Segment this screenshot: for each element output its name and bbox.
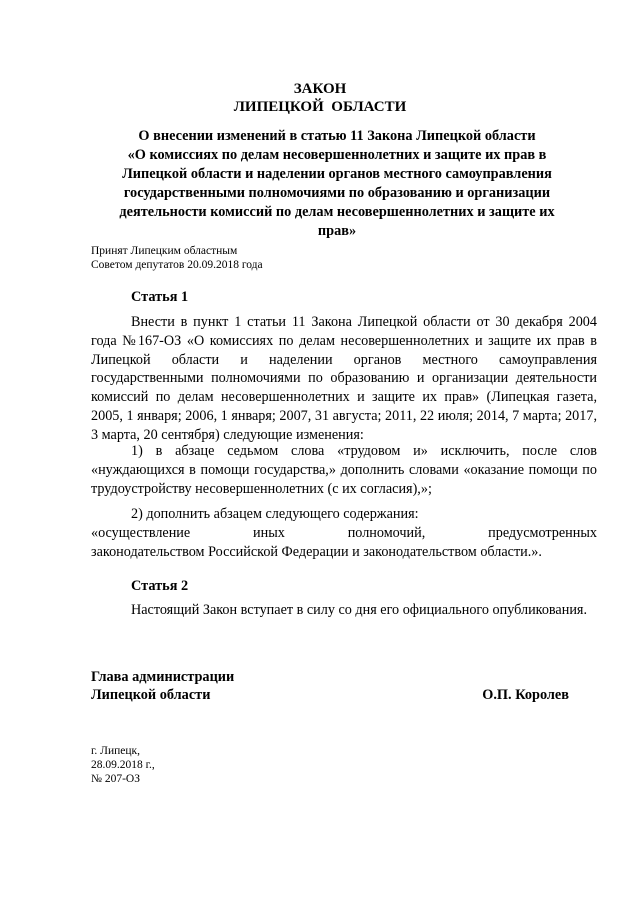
subtitle-line: О внесении изменений в статью 11 Закона Липецкой области: [138, 128, 536, 144]
adoption-line: Советом депутатов 20.09.2018 года: [91, 259, 263, 271]
subtitle-line: Липецкой области и наделении органов местного самоуправления: [122, 166, 552, 182]
document-header: [0, 80, 640, 116]
signature-row: [91, 686, 569, 704]
signatory-title: Глава администрации: [91, 669, 235, 685]
subtitle-line: деятельности комиссий по делам несовершеннолетних и защите их: [119, 204, 555, 220]
article-1-heading: Статья 1: [131, 289, 189, 305]
document-footer: [91, 744, 155, 786]
footer-date: 28.09.2018 г.,: [91, 759, 155, 771]
article-1-intro: Внести в пункт 1 статьи 11 Закона Липецкой области от 30 декабря 2004 года №167-ОЗ «О комиссиях по делам несовершеннолетних и защите их прав в Липецкой области и наделении органов местного самоуправления государственными полномочиями по образованию и организации деятельности комиссий по делам несовершеннолетних и защите их прав» (Липецкая газета, 2005, 1 января; 2006, 1 января; 2007, 31 августа; 2011, 22 июля; 2014, 7 марта; 2017, 3 марта, 20 сентября) следующие изменения:: [91, 314, 597, 443]
signatory-name: О.П. Королев: [482, 687, 569, 703]
article-1-item-1: 1) в абзаце седьмом слова «трудовом и» исключить, после слов «нуждающихся в помощи государства,» дополнить словами «оказание помощи по трудоустройству несовершеннолетних (с их согласия),»;: [91, 443, 597, 497]
subtitle-line: прав»: [317, 223, 357, 239]
document-subtitle: [100, 127, 574, 241]
article-1-item-2-lead: 2) дополнить абзацем следующего содержания:: [131, 506, 419, 522]
article-2-heading: Статья 2: [131, 578, 189, 594]
subtitle-line: «О комиссиях по делам несовершеннолетних и защите их прав в: [127, 147, 547, 163]
adoption-note: [91, 244, 263, 272]
adoption-line: Принят Липецким областным: [91, 245, 238, 257]
footer-city: г. Липецк,: [91, 745, 140, 757]
article-2-text: Настоящий Закон вступает в силу со дня его официального опубликования.: [131, 602, 587, 618]
header-region-label: ЛИПЕЦКОЙ ОБЛАСТИ: [233, 99, 407, 115]
article-1-item-2-quote: «осуществление иных полномочий, предусмотренных: [91, 525, 597, 541]
signature-block: [91, 668, 569, 704]
signatory-region: Липецкой области: [91, 687, 211, 703]
article-1-item-2-quote-end: законодательством Российской Федерации и законодательством области.».: [91, 544, 542, 560]
subtitle-line: государственными полномочиями по образованию и организации: [123, 185, 551, 201]
header-law-label: ЗАКОН: [293, 81, 347, 97]
footer-number: № 207-ОЗ: [91, 773, 140, 785]
